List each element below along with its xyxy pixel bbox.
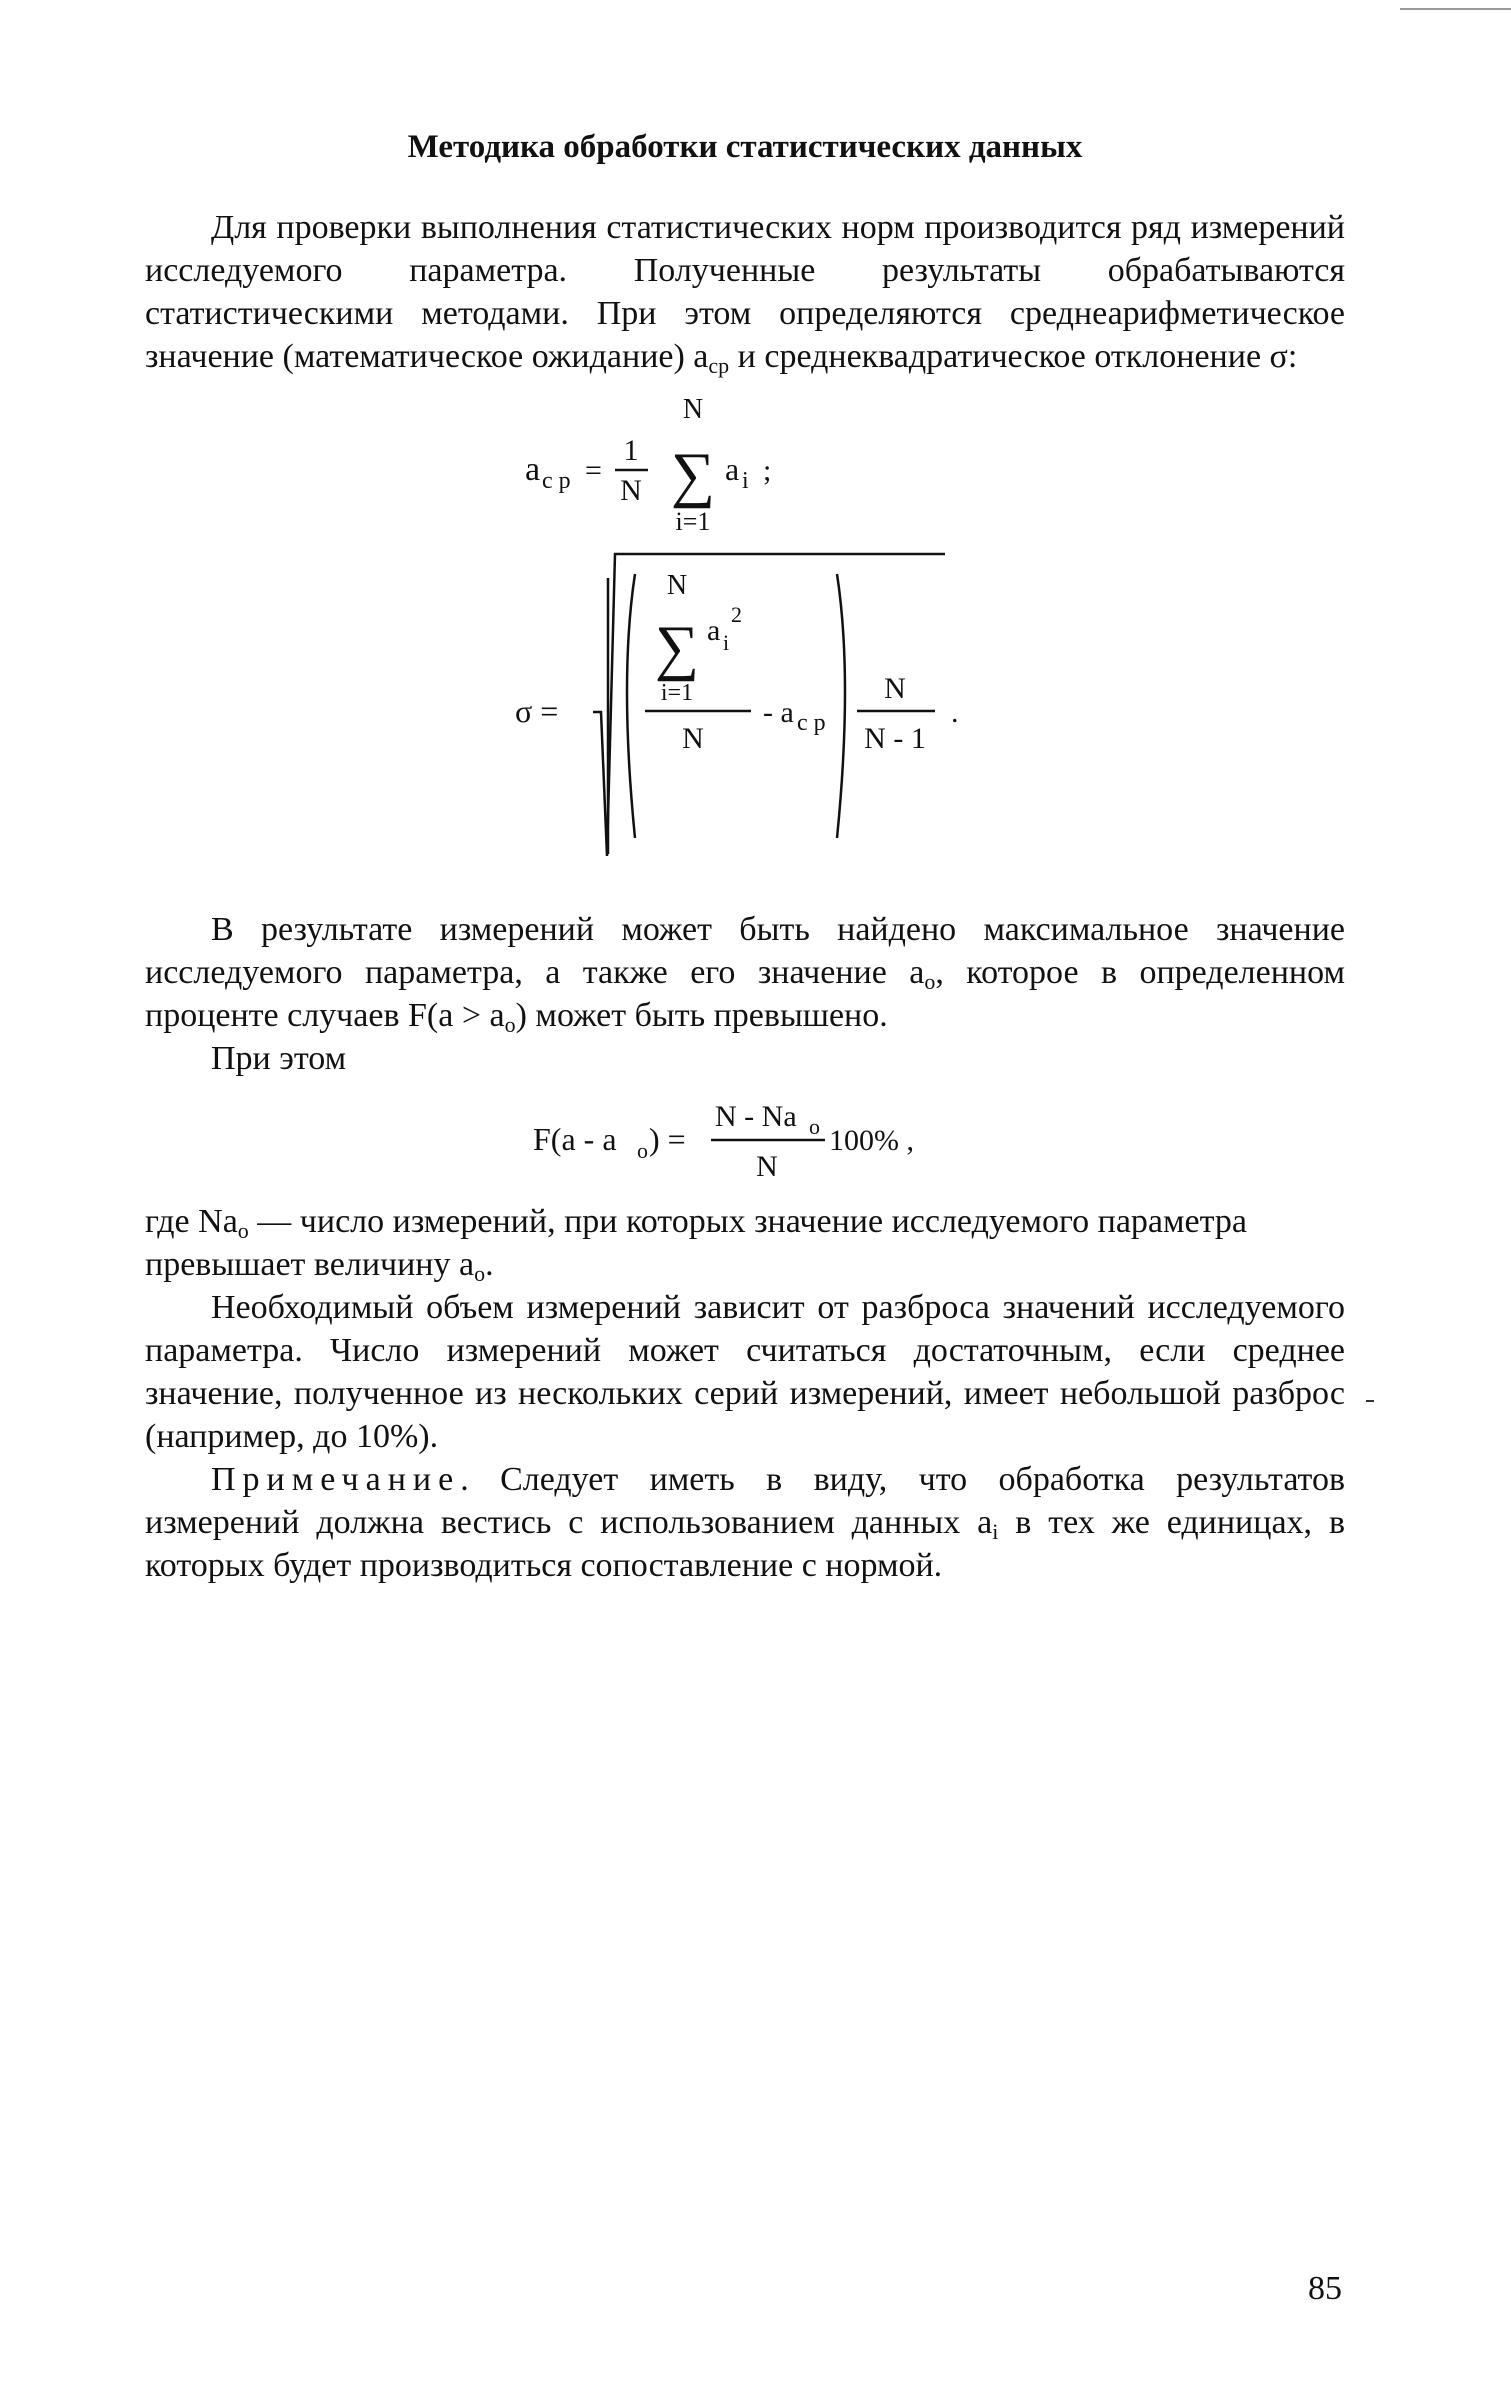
right-paren	[837, 574, 845, 838]
formula-mean	[525, 394, 771, 536]
svg-text:c p: c p	[797, 710, 826, 736]
scan-edge-mark	[1400, 8, 1511, 10]
page-number: 85	[1308, 2270, 1342, 2307]
svg-text:N: N	[682, 394, 704, 425]
svg-text:1: 1	[623, 434, 639, 467]
svg-text:i: i	[723, 630, 730, 655]
svg-text:N: N	[884, 672, 906, 705]
paragraph-results: В результате измерений может быть найдено максимальное значение исследуемого параметра, а также его значение $a_о$, которое в определенном проценте случаев $F(a > a_о)$ может быть превышено.	[145, 911, 1345, 1037]
document-page	[145, 128, 1345, 1587]
svg-text:) =: ) =	[649, 1121, 686, 1157]
svg-text:i=1: i=1	[660, 680, 694, 706]
svg-text:i: i	[742, 468, 749, 494]
formula-sigma	[515, 554, 959, 856]
svg-text:F(a - a: F(a - a	[533, 1121, 617, 1157]
svg-text:i=1: i=1	[675, 507, 711, 536]
svg-text:N - Na: N - Na	[715, 1100, 797, 1133]
svg-text:100% ,: 100% ,	[829, 1124, 914, 1157]
svg-text:.: .	[951, 696, 959, 729]
formula-f	[145, 1088, 1345, 1198]
paragraph-intro: Для проверки выполнения статистических норм производится ряд измерений исследуемого параметра. Полученные результаты обрабатываются статистическими методами. При этом определяются среднеарифметическое значение (математическое ожидание) $a_{ср}$ и среднеквадратическое отклонение σ:	[145, 209, 1345, 378]
sigma-sum-icon: ∑	[670, 441, 716, 509]
svg-text:a: a	[725, 451, 740, 487]
svg-text:N: N	[682, 722, 704, 755]
paragraph-pri-etom: При этом	[211, 1040, 347, 1077]
section-title: Методика обработки статистических данных	[407, 129, 1083, 165]
svg-text:o: o	[637, 1138, 648, 1163]
left-paren	[627, 574, 635, 838]
svg-text:a: a	[707, 614, 721, 647]
svg-text:c p: c p	[542, 468, 571, 494]
paragraph-note: Примечание. Следует иметь в виду, что обработка результатов измерений должна вестись с использованием данных $a_i$ в тех же единицах, в которых будет производиться сопоставление с нормой.	[145, 1461, 1345, 1584]
svg-text:N: N	[620, 474, 642, 507]
paragraph-volume: Необходимый объем измерений зависит от разброса значений исследуемого параметра. Число измерений может считаться достаточным, если среднее значение, полученное из нескольких серий измерений, имеет небольшой разброс (например, до 10%).	[145, 1289, 1345, 1455]
svg-text:N: N	[666, 570, 688, 601]
definition-where: где $Na_о$ — число измерений, при которых значение исследуемого параметра превышает величину $a_о$.	[145, 1203, 1247, 1286]
svg-text:- a: - a	[763, 696, 794, 729]
formula-f-svg	[145, 1088, 1345, 1198]
svg-text:o: o	[809, 1114, 820, 1139]
svg-text:2: 2	[731, 602, 742, 627]
svg-text:σ =: σ =	[515, 693, 559, 729]
svg-text:;: ;	[763, 454, 772, 487]
margin-dash-mark	[1366, 1400, 1374, 1402]
svg-text:N: N	[756, 1150, 778, 1183]
sigma-sum-icon-2: ∑	[654, 614, 700, 682]
formula-svg	[145, 378, 1345, 908]
formula-block-mean-sigma	[145, 378, 1345, 908]
svg-text:=: =	[585, 454, 602, 487]
svg-text:a: a	[525, 451, 541, 488]
svg-text:N - 1: N - 1	[864, 722, 926, 755]
